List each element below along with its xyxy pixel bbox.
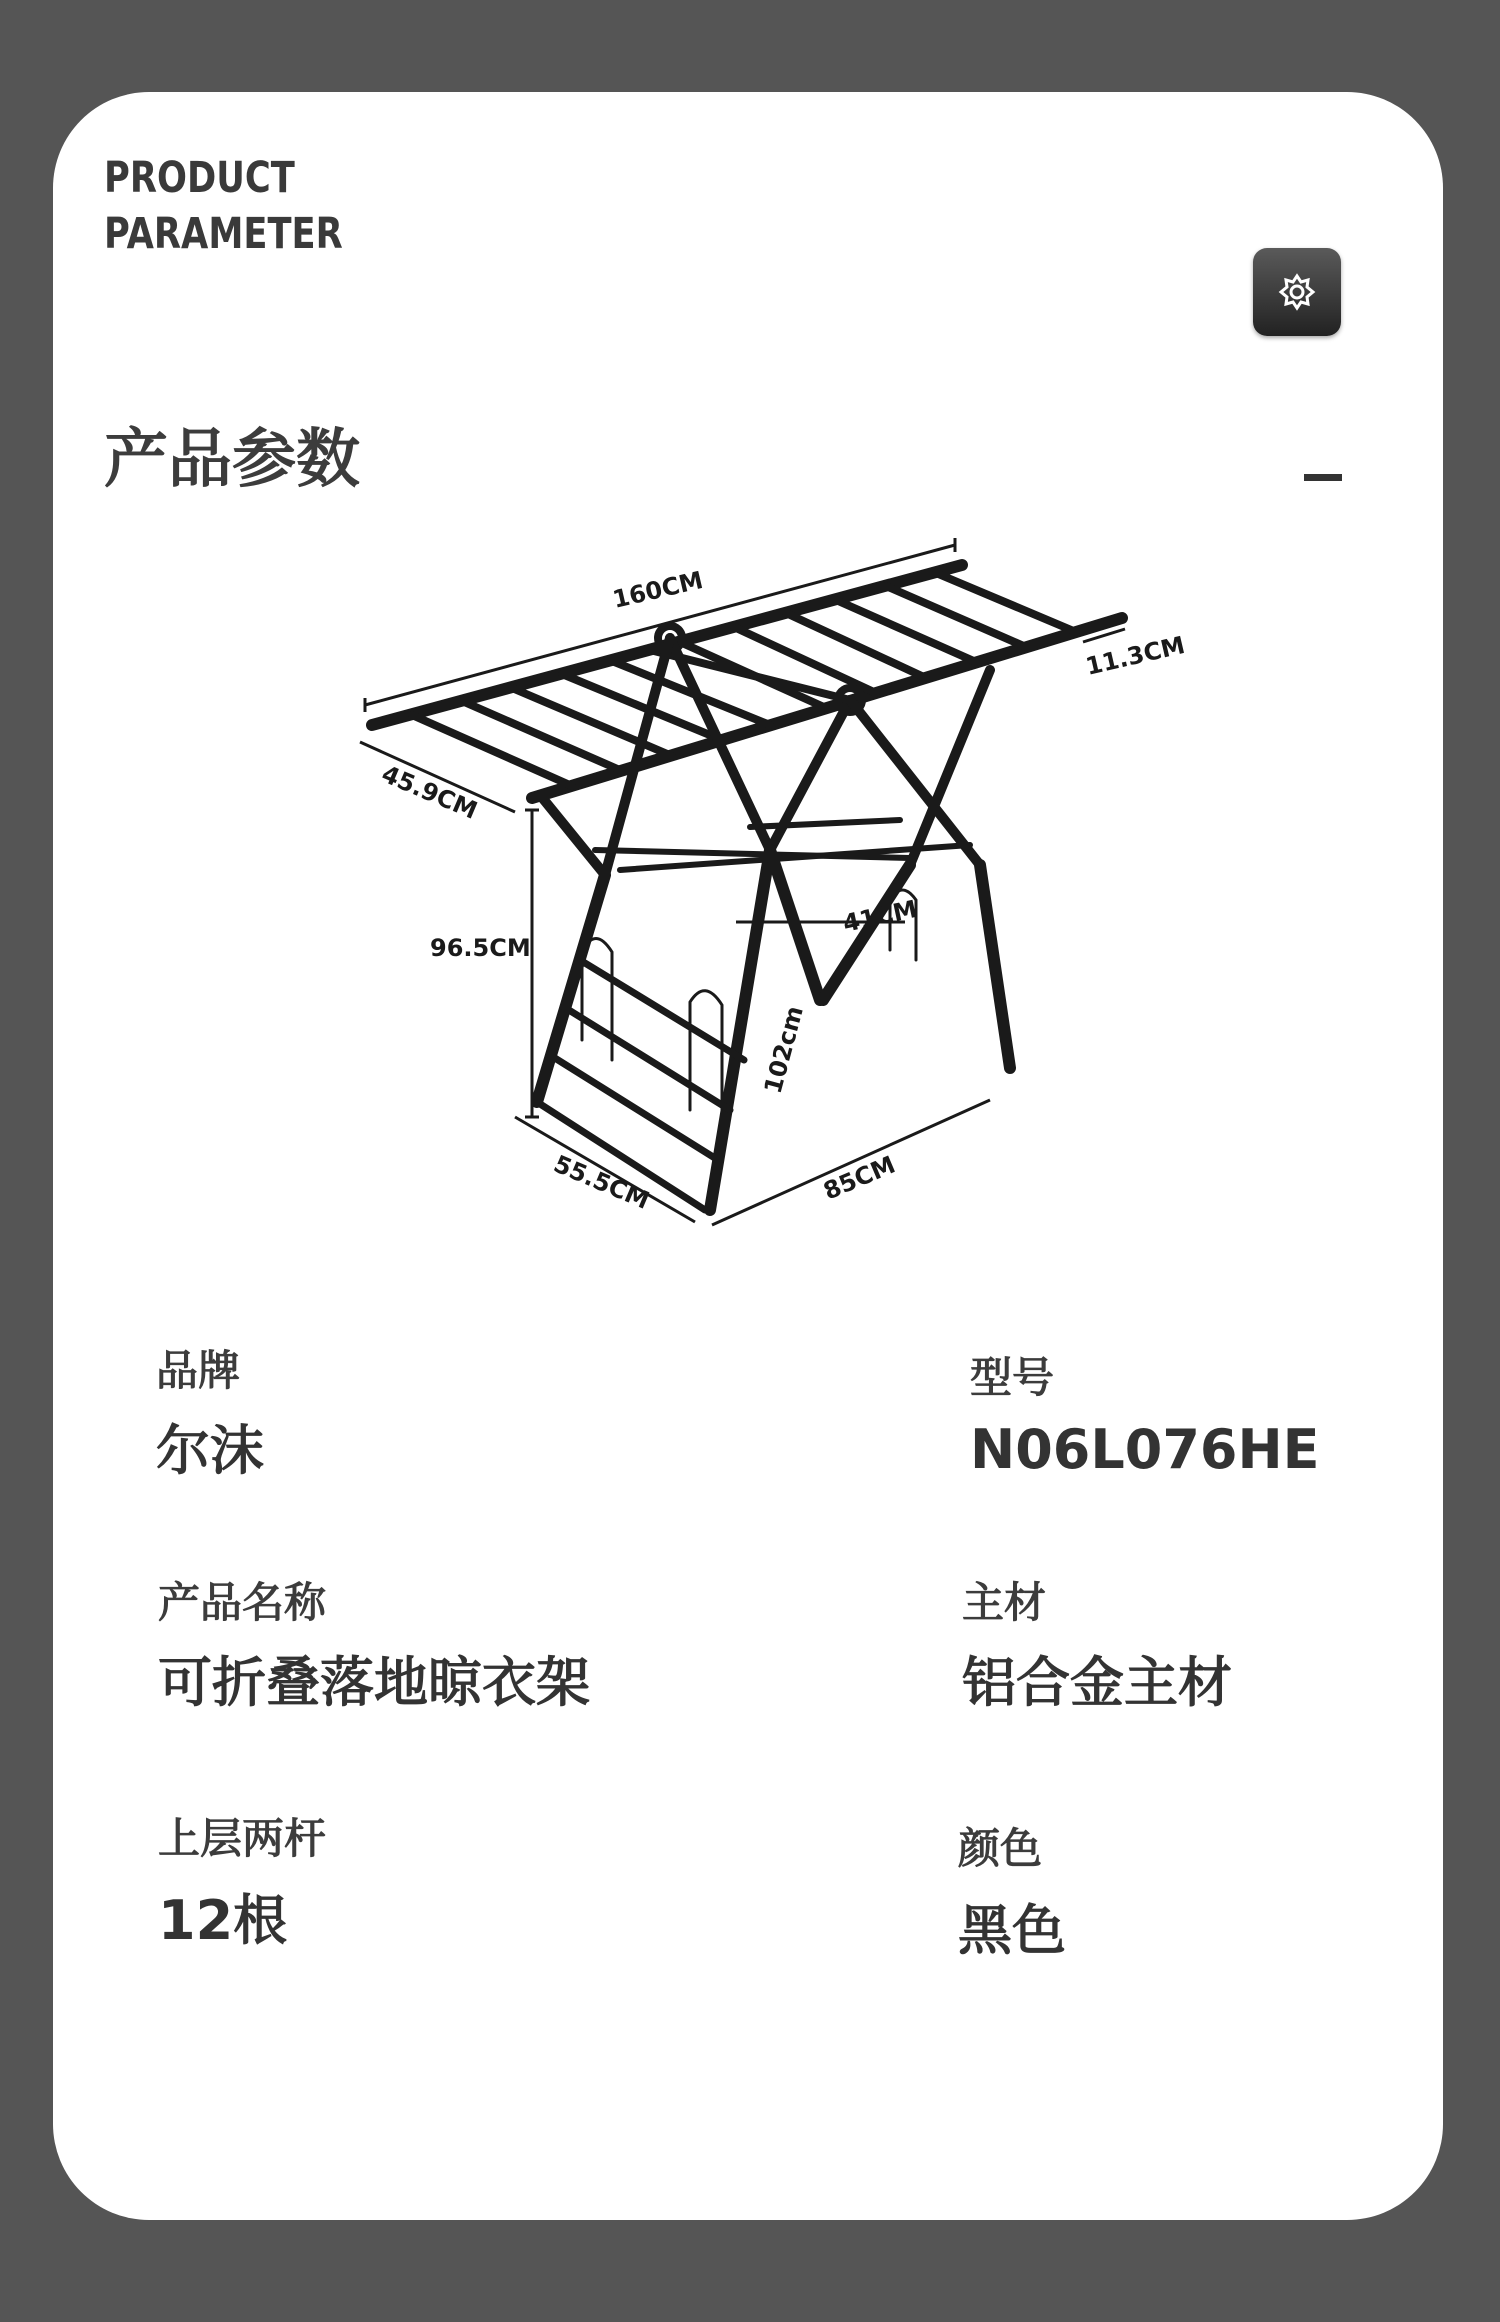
drying-rack-diagram	[350, 520, 1200, 1240]
upper-rods-label: 上层两杆	[158, 1814, 327, 1863]
dim-height: 96.5CM	[430, 934, 531, 962]
dim-length: 160CM	[610, 565, 706, 614]
color-label: 颜色	[958, 1824, 1043, 1873]
english-title	[104, 150, 343, 262]
product-name-value: 可折叠落地晾衣架	[158, 1651, 590, 1714]
english-title-line1: PRODUCT	[104, 153, 295, 203]
dim-base-length: 85CM	[819, 1150, 900, 1206]
brand-label: 品牌	[156, 1346, 241, 1395]
product-name-label: 产品名称	[158, 1578, 327, 1627]
english-title-line2: PARAMETER	[104, 209, 343, 259]
model-value: N06L076HE	[970, 1418, 1320, 1481]
decorative-dash	[1304, 474, 1342, 481]
flower-gear-icon	[1253, 248, 1341, 336]
dim-leg-length: 102cm	[758, 1003, 809, 1097]
material-value: 铝合金主材	[962, 1651, 1232, 1714]
dim-shelf-width: 41CM	[840, 894, 920, 938]
dim-width-top: 45.9CM	[377, 759, 482, 825]
page-title: 产品参数	[104, 423, 360, 497]
upper-rods-value: 12根	[158, 1889, 288, 1952]
brand-value: 尔沫	[156, 1419, 264, 1482]
color-value: 黑色	[958, 1899, 1066, 1962]
dim-rail-gap: 11.3CM	[1083, 630, 1188, 681]
dim-base-depth: 55.5CM	[549, 1149, 654, 1215]
material-label: 主材	[962, 1578, 1047, 1627]
model-label: 型号	[970, 1353, 1055, 1402]
